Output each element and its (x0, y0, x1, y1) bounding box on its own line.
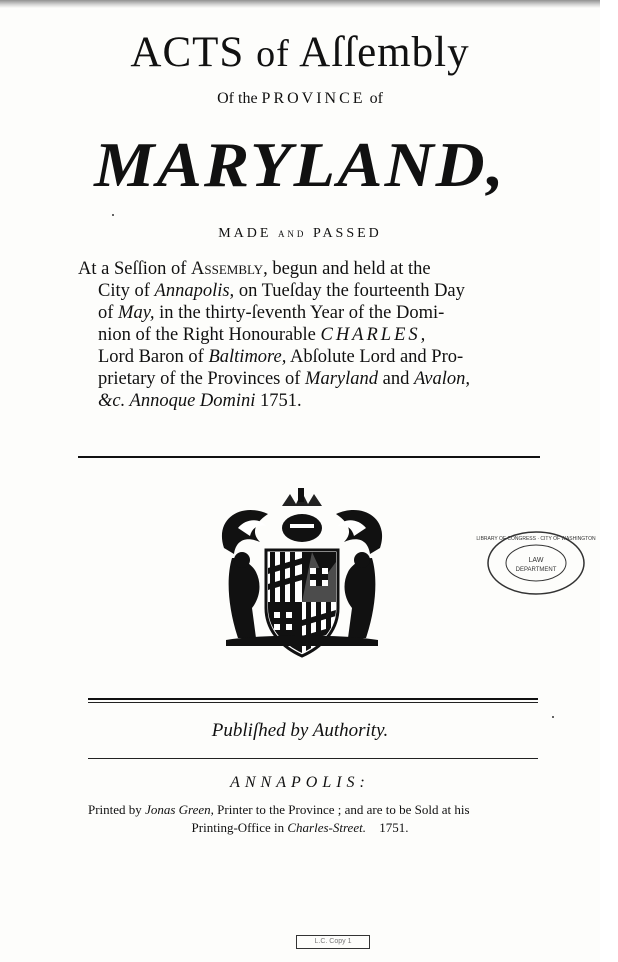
imprint-place: ANNAPOLIS: (230, 774, 370, 791)
shelf-label: L.C. Copy 1 (296, 935, 370, 949)
rule-upper (78, 456, 540, 458)
maryland-word: Maryland (305, 369, 379, 389)
body-text-fragment: Lord Baron of (98, 347, 204, 367)
made-word: MADE (218, 226, 272, 241)
stamp-law: LAW (528, 557, 544, 564)
body-line-3 (78, 302, 540, 324)
rule-above-published (88, 698, 538, 700)
title-of-the-province (0, 90, 600, 108)
coat-of-arms-icon (212, 488, 392, 664)
body-line-5 (78, 346, 540, 368)
imprint-line-2 (0, 820, 600, 836)
speck (112, 214, 114, 216)
body-line-7 (78, 390, 540, 412)
charles-street: Charles-Street. (287, 820, 366, 835)
stamp-ring-text: LIBRARY OF CONGRESS · CITY OF WASHINGTON (476, 536, 596, 542)
printer-role: Printer to the Province ; and are to be Sold at his (217, 802, 470, 817)
stamp-department: DEPARTMENT (515, 567, 557, 573)
printing-office: Printing-Office in (191, 820, 285, 835)
body-text-fragment: At a Seſſion of (78, 259, 187, 279)
body-line-4 (78, 324, 540, 346)
avalon-word: Avalon, (413, 369, 470, 389)
annoque-domini: &c. Annoque Domini (98, 391, 256, 411)
body-line-2 (78, 280, 540, 302)
year-1751: 1751. (260, 391, 302, 411)
body-line-1 (78, 258, 540, 280)
title-of: of (256, 33, 290, 75)
baltimore-word: Baltimore, (208, 347, 287, 367)
body-text-fragment: prietary of the Provinces of (98, 369, 301, 389)
and-word: AND (277, 229, 307, 239)
imprint-year: 1751. (379, 820, 409, 835)
scan-edge-shadow (0, 0, 600, 8)
body-text-fragment: City of (98, 281, 150, 301)
rule-above-published-thin (88, 702, 538, 703)
body-text-fragment: in the thirty-ſeventh Year of the Domi- (159, 303, 445, 323)
body-text-fragment: begun and held at the (272, 259, 431, 279)
title-maryland: MARYLAND, (94, 129, 506, 200)
rule-below-published (88, 758, 538, 759)
title-acts-of-assembly (0, 28, 600, 77)
speck (552, 716, 554, 718)
body-text-fragment: Abſolute Lord and Pro- (290, 347, 464, 367)
title-acts: ACTS (130, 29, 245, 76)
printer-name: Jonas Green, (145, 802, 214, 817)
published-by-authority: Publiſhed by Authority. (211, 720, 389, 741)
title-assembly: Aſſembly (299, 29, 470, 76)
passed-word: PASSED (312, 226, 382, 241)
title-of-the: Of the (217, 90, 258, 107)
title-province: PROVINCE (261, 90, 366, 107)
printed-by: Printed by (88, 802, 142, 817)
body-text-fragment: of (98, 303, 114, 323)
body-text-fragment: on Tueſday the fourteenth Day (238, 281, 465, 301)
charles-word: CHARLES, (320, 325, 429, 345)
library-stamp-icon (476, 528, 596, 598)
body-line-6 (78, 368, 540, 390)
assembly-word: Assembly, (191, 259, 268, 279)
made-and-passed (0, 226, 600, 242)
may-word: May, (118, 303, 155, 323)
annapolis-word: Annapolis, (154, 281, 235, 301)
body-text-fragment: nion of the Right Honourable (98, 325, 316, 345)
body-text-fragment: and (382, 369, 410, 389)
title-of-2: of (369, 90, 383, 107)
session-description (78, 258, 540, 412)
imprint-line-1 (88, 802, 568, 818)
